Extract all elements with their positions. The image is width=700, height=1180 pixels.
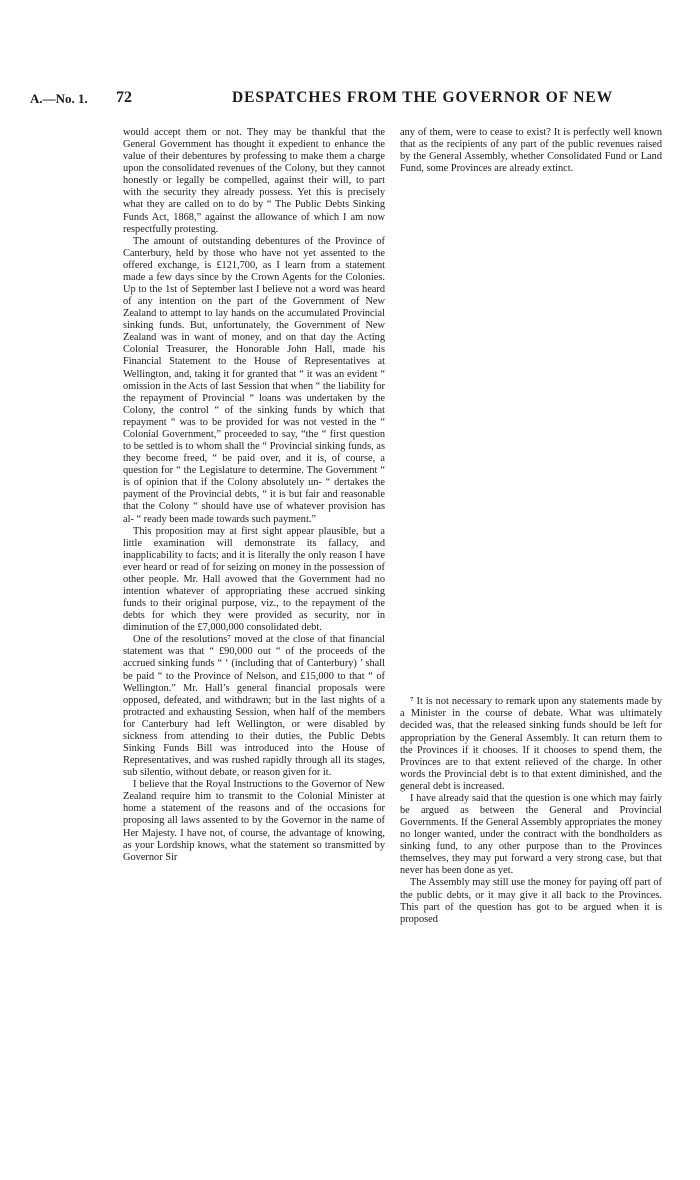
page-number: 72 [116, 89, 132, 106]
column-gap [400, 175, 662, 696]
paragraph: The amount of outstanding debentures of the Province of Canterbury, held by those who have not yet assented to the offered exchange, is £121,700, as I learn from a statement made a few days since by the Crown Agents for the Colonies. Up to the 1st of September last I believe not a word was heard of any intention on the part of the Government of New Zealand to attempt to lay hands on the accumulated Provincial sinking funds. But, unfortunately, the Government of New Zealand was in want of money, and on that day the Acting Colonial Treasurer, the Honorable John Hall, made his Financial Statement to the House of Representatives at Wellington, and, taking it for granted that “ it was an evident “ omission in the Acts of last Session that when “ the liability for the repayment of Provincial “ loans was undertaken by the Colony, the control “ of the sinking funds by which that repayment “ was to be provided for was not vested in the “ Colonial Government,” proceeded to say, “the “ first question to be settled is to whom shall the “ Provincial sinking funds, as they become freed, “ be paid over, and it is, of course, a question for “ the Legislature to determine. The Government “ is of opinion that if the Colony absolutely un- “ dertakes the payment of the Provincial debts, “ it is but fair and reasonable that the Colony “ should have use of whatever provision has al- “ ready been made towards such payment.” [123, 235, 385, 525]
paragraph: would accept them or not. They may be thankful that the General Government has thought it expedient to enhance the value of their debentures by professing to make them a charge upon the consolidated revenues of the Colony, but they cannot honestly or legally be compelled, against their will, to part with the security they already possess. Yet this is precisely what they are called on to do by “ The Public Debts Sinking Funds Act, 1868,” against the allowance of which I am now respectfully protesting. [123, 127, 385, 235]
paragraph: This proposition may at first sight appear plausible, but a little examination will demonstrate its fallacy, and inapplicability to facts; and it is literally the only reason I have ever heard or read of for seizing on money in the possession of other people. Mr. Hall avowed that the Government had no intention whatever of appropriating these accrued sinking funds to their original purpose, viz., to the repayment of the debts for which they were provided as security, nor in diminution of the £7,000,000 consolidated debt. [123, 525, 385, 634]
footnote: ⁷ It is not necessary to remark upon any statements made by a Minister in the course of debate. What was ultimately decided was, that the released sinking funds should be left for appropriation by the General Assembly. It can return them to the Provinces if it chooses. If it chooses to spend them, the Provinces are to that extent relieved of the charge. In other words the Provincial debt is to that extent diminished, and the general debt is increased. [400, 696, 662, 792]
paragraph: One of the resolutions⁷ moved at the close of that financial statement was that “ £90,000 out “ of the proceeds of the accrued sinking funds “ ‘ (including that of Canterbury) ’ shall be paid “ to the Province of Nelson, and £15,000 to that “ of Wellington.” Mr. Hall’s general financial proposals were opposed, defeated, and withdrawn; but in the last nights of a protracted and exhausting Session, when half of the members for Canterbury had left Wellington, or were disabled by sickness from attending to their duties, the Public Debts Sinking Funds Bill was introduced into the House of Representatives, and was rushed rapidly through all its stages, sub silentio, without debate, or reason given for it. [123, 634, 385, 779]
left-column [123, 127, 385, 864]
running-title: DESPATCHES FROM THE GOVERNOR OF NEW [232, 89, 613, 106]
right-column [400, 127, 662, 926]
document-reference: A.—No. 1. [30, 91, 88, 106]
paragraph: I have already said that the question is one which may fairly be argued as between the General and Provincial Governments. If the General Assembly appropriates the money no longer wanted, under the contract with the bondholders as sinking fund, to any other purpose than to the Provinces themselves, they may put forward a very strong case, but that never has been done as yet. [400, 792, 662, 877]
paragraph: any of them, were to cease to exist? It is perfectly well known that as the recipients of any part of the public revenues raised by the General Assembly, whether Consolidated Fund or Land Fund, some Provinces are already extinct. [400, 127, 662, 175]
paragraph: I believe that the Royal Instructions to the Governor of New Zealand require him to transmit to the Colonial Minister at home a statement of the reasons and of the occasions for proposing all laws assented to by the Governor in the name of Her Majesty. I have not, of course, the advantage of knowing, as your Lordship knows, what the statement so transmitted by Governor Sir [123, 779, 385, 863]
page-header [30, 88, 670, 110]
paragraph: The Assembly may still use the money for paying off part of the public debts, or it may give it all back to the Provinces. This part of the question has got to be argued when it is proposed [400, 877, 662, 925]
